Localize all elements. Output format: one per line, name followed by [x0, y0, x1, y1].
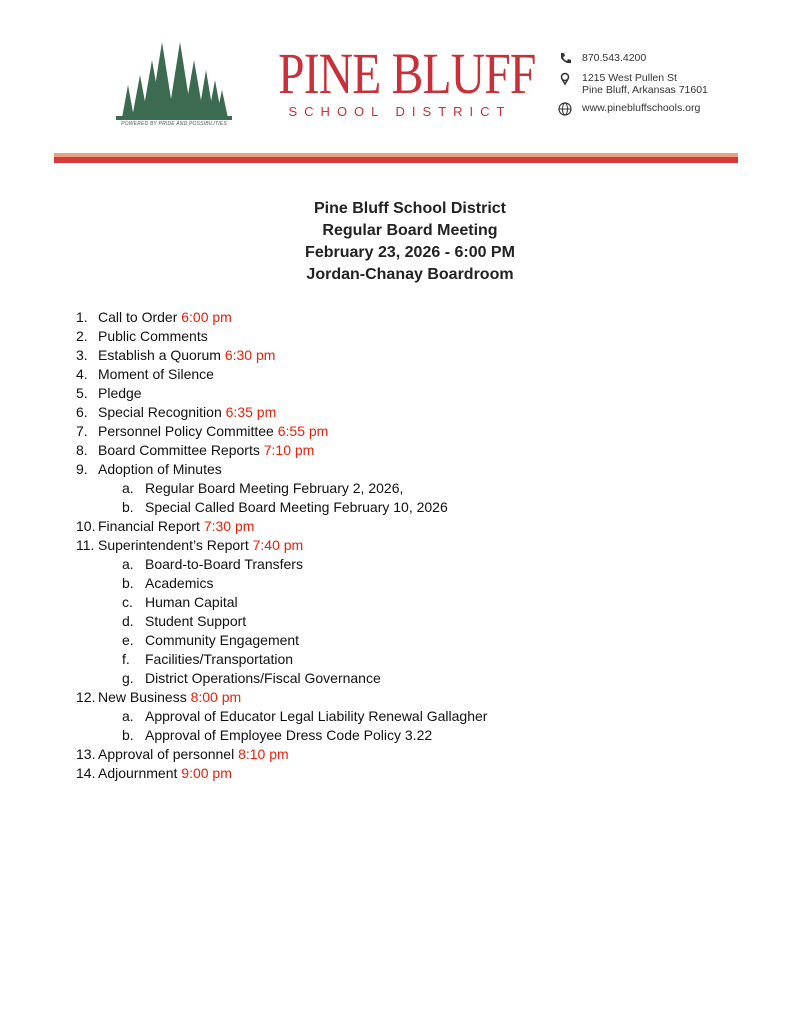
agenda-subitem	[76, 631, 487, 650]
item-text: New Business	[98, 689, 191, 705]
item-text: Adjournment	[98, 765, 182, 781]
item-number: 12.	[76, 689, 96, 705]
agenda-item	[76, 308, 487, 327]
subitem-letter: f.	[122, 651, 130, 667]
item-time: 9:00 pm	[181, 765, 232, 781]
item-time: 6:00 pm	[181, 309, 232, 325]
agenda-subitem	[76, 555, 487, 574]
item-number: 7.	[76, 423, 88, 439]
subitem-text: Board-to-Board Transfers	[145, 556, 303, 572]
agenda-subitem	[76, 650, 487, 669]
item-text: Public Comments	[98, 328, 208, 344]
agenda-item	[76, 441, 487, 460]
item-text: Superintendent’s Report	[98, 537, 253, 553]
district-brand	[252, 41, 542, 119]
header-stripe-dark	[54, 157, 738, 163]
item-text: Call to Order	[98, 309, 182, 325]
item-time: 8:00 pm	[190, 689, 242, 705]
subitem-letter: b.	[122, 575, 134, 591]
item-time: 7:10 pm	[263, 442, 315, 458]
title-date-time: February 23, 2026 - 6:00 PM	[305, 244, 515, 261]
subitem-text: Approval of Educator Legal Liability Renewal Gallagher	[145, 708, 488, 724]
location-pin-icon	[558, 72, 574, 86]
item-number: 3.	[76, 347, 88, 363]
agenda-subitem	[76, 498, 487, 517]
item-number: 4.	[76, 366, 88, 382]
item-time: 6:30 pm	[224, 347, 276, 363]
item-number: 5.	[76, 385, 88, 401]
item-number: 14.	[76, 765, 96, 781]
item-text: Pledge	[98, 385, 142, 401]
item-text: Approval of personnel	[98, 746, 239, 762]
brand-subtitle: SCHOOL DISTRICT	[288, 104, 512, 119]
agenda-item	[76, 460, 487, 479]
subitem-letter: e.	[122, 632, 134, 648]
agenda-item	[76, 745, 487, 764]
subitem-text: Special Called Board Meeting February 10, 2026	[145, 499, 448, 515]
item-number: 2.	[76, 328, 88, 344]
website-link[interactable]: www.pinebluffschools.org	[582, 102, 701, 114]
phone-icon	[558, 52, 574, 66]
item-number: 6.	[76, 404, 88, 420]
logo-tagline: POWERED BY PRIDE AND POSSIBILITIES	[121, 121, 227, 127]
item-time: 7:40 pm	[252, 537, 304, 553]
title-district: Pine Bluff School District	[313, 200, 506, 217]
item-text: Board Committee Reports	[98, 442, 264, 458]
agenda-item	[76, 403, 487, 422]
agenda-item	[76, 517, 487, 536]
address-line-1: 1215 West Pullen St	[582, 72, 677, 84]
agenda-item	[76, 688, 487, 707]
subitem-letter: a.	[122, 480, 134, 496]
subitem-text: Regular Board Meeting February 2, 2026,	[145, 480, 404, 496]
address-line-2: Pine Bluff, Arkansas 71601	[582, 84, 708, 96]
item-number: 1.	[76, 309, 88, 325]
item-time: 8:10 pm	[238, 746, 289, 762]
agenda-subitem	[76, 479, 487, 498]
meeting-title	[0, 198, 791, 286]
pine-trees-logo	[112, 40, 236, 130]
agenda-item	[76, 346, 487, 365]
title-meeting-type: Regular Board Meeting	[322, 222, 498, 239]
item-number: 9.	[76, 461, 88, 477]
title-location: Jordan-Chanay Boardroom	[306, 266, 514, 283]
item-time: 6:35 pm	[225, 404, 277, 420]
subitem-text: Community Engagement	[145, 632, 300, 648]
item-text: Adoption of Minutes	[98, 461, 222, 477]
item-number: 10.	[76, 518, 96, 534]
agenda-subitem	[76, 574, 487, 593]
item-time: 7:30 pm	[203, 518, 255, 534]
item-text: Special Recognition	[98, 404, 226, 420]
item-text: Moment of Silence	[98, 366, 214, 382]
item-number: 11.	[76, 537, 95, 553]
agenda-item	[76, 365, 487, 384]
agenda-item	[76, 764, 487, 783]
subitem-letter: b.	[122, 727, 134, 743]
agenda-item	[76, 327, 487, 346]
brand-name: PINE BLUFF	[278, 41, 536, 106]
phone-number: 870.543.4200	[582, 52, 647, 64]
subitem-letter: c.	[122, 594, 133, 610]
subitem-letter: d.	[122, 613, 134, 629]
item-number: 8.	[76, 442, 88, 458]
subitem-letter: b.	[122, 499, 134, 515]
agenda-item	[76, 384, 487, 403]
subitem-letter: a.	[122, 556, 134, 572]
subitem-text: Academics	[145, 575, 214, 591]
item-text: Personnel Policy Committee	[98, 423, 278, 439]
agenda-subitem	[76, 707, 487, 726]
item-time: 6:55 pm	[277, 423, 329, 439]
agenda-list	[76, 308, 487, 783]
subitem-letter: g.	[122, 670, 134, 686]
item-text: Financial Report	[98, 518, 204, 534]
contact-info	[558, 52, 708, 122]
subitem-letter: a.	[122, 708, 134, 724]
subitem-text: Student Support	[145, 613, 247, 629]
globe-icon	[558, 102, 574, 116]
item-number: 13.	[76, 746, 96, 762]
agenda-subitem	[76, 726, 487, 745]
agenda-item	[76, 422, 487, 441]
agenda-subitem	[76, 669, 487, 688]
agenda-item	[76, 536, 487, 555]
subitem-text: Facilities/Transportation	[145, 651, 294, 667]
subitem-text: Approval of Employee Dress Code Policy 3.22	[145, 727, 433, 743]
subitem-text: Human Capital	[145, 594, 238, 610]
agenda-subitem	[76, 593, 487, 612]
subitem-text: District Operations/Fiscal Governance	[145, 670, 381, 686]
item-text: Establish a Quorum	[98, 347, 225, 363]
agenda-subitem	[76, 612, 487, 631]
